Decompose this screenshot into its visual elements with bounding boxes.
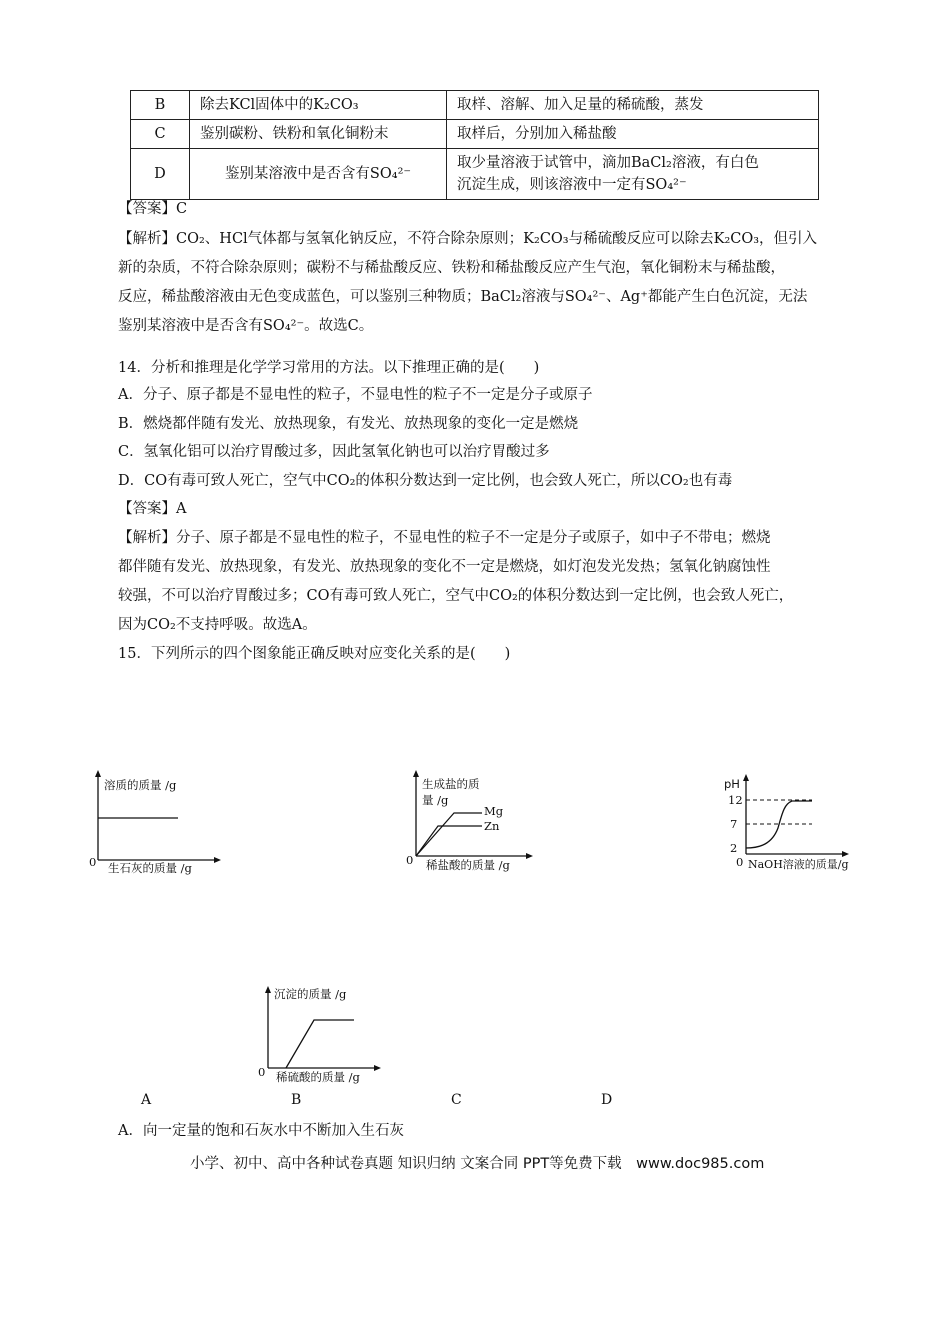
x-axis-arrow xyxy=(374,1065,381,1071)
table-row xyxy=(131,149,819,200)
y-label: 沉淀的质量 /g xyxy=(274,987,347,1001)
origin-label: 0 xyxy=(736,855,744,869)
row-letter: C xyxy=(131,120,190,149)
origin-label: 0 xyxy=(89,855,97,869)
curve-mg xyxy=(416,813,482,856)
row-method-line: 沉淀生成，则该溶液中一定有SO₄²⁻ xyxy=(457,177,687,193)
analysis-line: 因为CO₂不支持呼吸。故选A。 xyxy=(118,617,317,633)
q14-analysis xyxy=(118,524,842,640)
curve xyxy=(286,1020,354,1068)
graph-b xyxy=(404,768,544,878)
options-table xyxy=(130,90,819,200)
analysis-line: 较强，不可以治疗胃酸过多；CO有毒可致人死亡，空气中CO₂的体积分数达到一定比例，也会致人死亡， xyxy=(118,588,794,604)
graph-letter-c: C xyxy=(451,1092,462,1108)
origin-label: 0 xyxy=(258,1065,266,1079)
tick-label: 2 xyxy=(730,841,738,855)
x-label: NaOH溶液的质量/g xyxy=(748,858,849,871)
q13-answer: 【答案】C xyxy=(118,201,188,217)
row-method: 取样、溶解、加入足量的稀硫酸，蒸发 xyxy=(447,91,819,120)
q15-option-a: A．向一定量的饱和石灰水中不断加入生石灰 xyxy=(118,1123,404,1139)
x-label: 生石灰的质量 /g xyxy=(108,861,192,875)
series-label-mg: Mg xyxy=(484,804,504,818)
x-label: 稀盐酸的质量 /g xyxy=(426,858,510,872)
row-method: 取样后，分别加入稀盐酸 xyxy=(447,120,819,149)
x-axis-arrow xyxy=(526,853,533,859)
tick-label: 12 xyxy=(728,793,743,807)
curve-zn xyxy=(416,826,482,856)
q14-stem: 14．分析和推理是化学学习常用的方法。以下推理正确的是( ) xyxy=(118,360,540,376)
y-axis-arrow xyxy=(95,770,101,777)
row-letter: D xyxy=(131,149,190,200)
analysis-line: 反应，稀盐酸溶液由无色变成蓝色，可以鉴别三种物质；BaCl₂溶液与SO₄²⁻、Ag⁺都能产生白色沉淀，无法 xyxy=(118,289,808,305)
q14-option-a: A．分子、原子都是不显电性的粒子，不显电性的粒子不一定是分子或原子 xyxy=(118,387,593,403)
row-method xyxy=(447,149,819,200)
q14-option-d: D．CO有毒可致人死亡，空气中CO₂的体积分数达到一定比例，也会致人死亡，所以CO₂也有毒 xyxy=(118,473,733,489)
graph-letter-d: D xyxy=(601,1092,613,1108)
graph-a xyxy=(86,768,226,878)
row-goal: 鉴别碳粉、铁粉和氧化铜粉末 xyxy=(190,120,447,149)
analysis-line: 新的杂质，不符合除杂原则；碳粉不与稀盐酸反应、铁粉和稀盐酸反应产生气泡，氧化铜粉末与稀盐酸， xyxy=(118,260,785,276)
q14-option-c: C．氢氧化铝可以治疗胃酸过多，因此氢氧化钠也可以治疗胃酸过多 xyxy=(118,444,550,460)
q14-option-b: B．燃烧都伴随有发光、放热现象，有发光、放热现象的变化一定是燃烧 xyxy=(118,416,579,432)
q15-stem: 15．下列所示的四个图象能正确反映对应变化关系的是( ) xyxy=(118,646,511,662)
y-label: 生成盐的质 xyxy=(422,777,480,791)
footer-text: 小学、初中、高中各种试卷真题 知识归纳 文案合同 PPT等免费下载 www.doc985.com xyxy=(190,1156,765,1172)
row-goal: 除去KCl固体中的K₂CO₃ xyxy=(190,91,447,120)
x-axis-arrow xyxy=(842,851,849,857)
analysis-line: 鉴别某溶液中是否含有SO₄²⁻。故选C。 xyxy=(118,318,374,334)
q14-answer: 【答案】A xyxy=(118,501,187,517)
tick-label: 7 xyxy=(730,817,738,831)
graph-letter-a: A xyxy=(141,1092,152,1108)
row-method-line: 取少量溶液于试管中，滴加BaCl₂溶液，有白色 xyxy=(457,155,759,171)
origin-label: 0 xyxy=(406,853,414,867)
x-axis-arrow xyxy=(214,857,221,863)
y-axis-arrow xyxy=(743,774,749,781)
row-goal: 鉴别某溶液中是否含有SO₄²⁻ xyxy=(190,149,447,200)
analysis-line: 都伴随有发光、放热现象，有发光、放热现象的变化不一定是燃烧，如灯泡发光发热；氢氧化钠腐蚀性 xyxy=(118,559,771,575)
analysis-line: 【解析】CO₂、HCl气体都与氢氧化钠反应，不符合除杂原则；K₂CO₃与稀硫酸反应可以除去K₂CO₃，但引入 xyxy=(118,231,818,247)
table-row xyxy=(131,120,819,149)
series-label-zn: Zn xyxy=(484,819,500,833)
q13-analysis xyxy=(118,225,842,341)
y-axis-arrow xyxy=(413,770,419,777)
y-label: 量 /g xyxy=(422,793,449,807)
x-label: 稀硫酸的质量 /g xyxy=(276,1070,360,1084)
y-axis-arrow xyxy=(265,986,271,993)
analysis-line: 【解析】分子、原子都是不显电性的粒子，不显电性的粒子不一定是分子或原子，如中子不带电；燃烧 xyxy=(118,530,771,546)
table-row xyxy=(131,91,819,120)
y-label: pH xyxy=(724,777,740,791)
graph-letter-b: B xyxy=(291,1092,302,1108)
graph-c xyxy=(720,770,868,878)
row-letter: B xyxy=(131,91,190,120)
graph-d xyxy=(254,982,394,1086)
y-label: 溶质的质量 /g xyxy=(104,778,177,792)
